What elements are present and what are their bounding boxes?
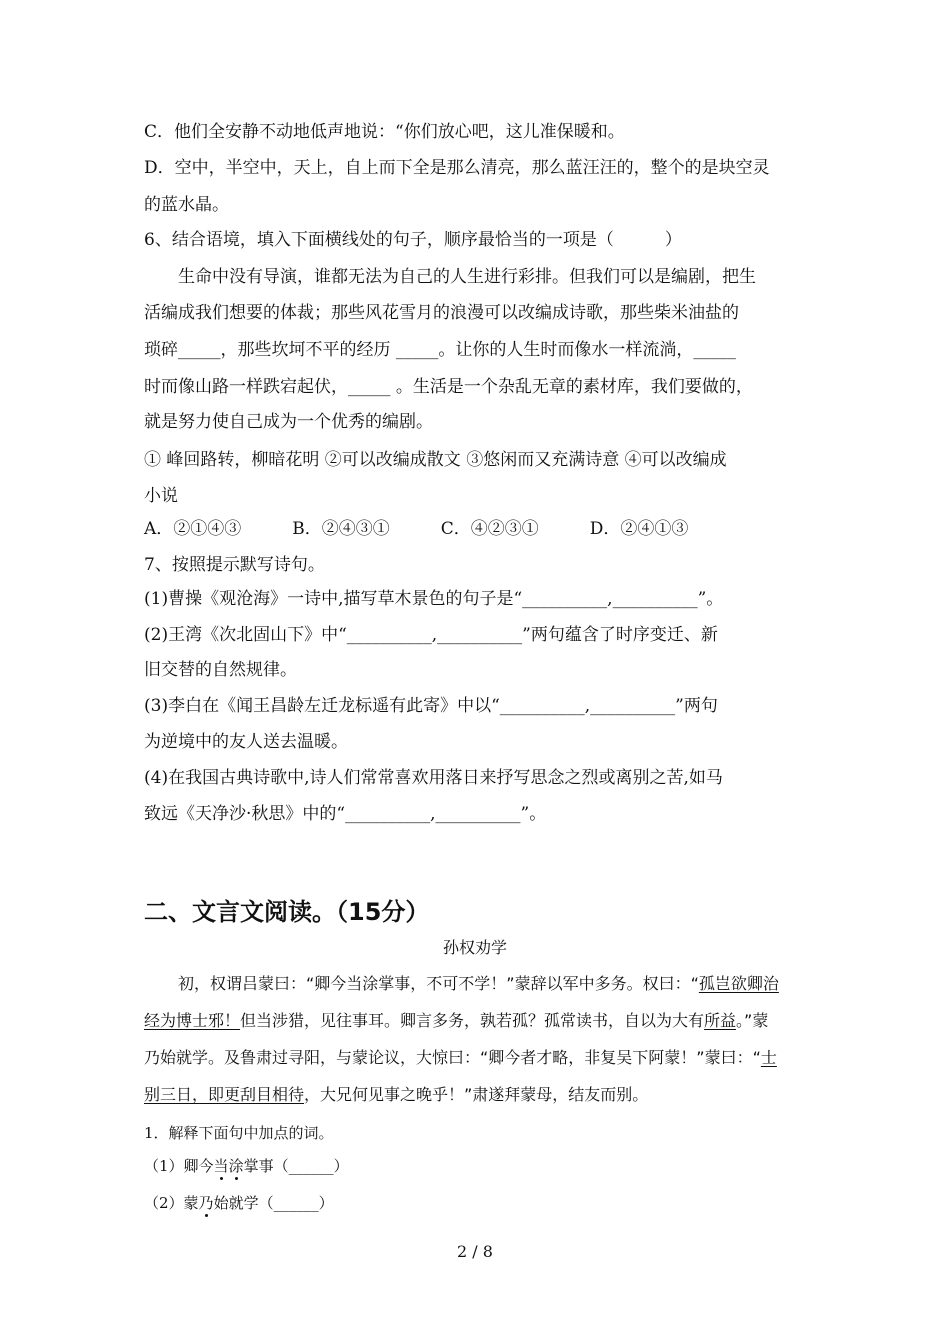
question-7: 7、按照提示默写诗句。	[144, 555, 325, 575]
line-option-c: C．他们全安静不动地低声地说：“你们放心吧，这儿准保暖和。	[144, 122, 625, 142]
choices-line-2: 小说	[144, 486, 178, 506]
question-7-4: (4)在我国古典诗歌中,诗人们常常喜欢用落日来抒写思念之烈或离别之苦,如马	[144, 768, 723, 788]
question-1-2: （2）蒙乃始就学（______）	[144, 1194, 334, 1212]
classical-line-1: 初，权谓吕蒙曰：“卿今当涂掌事，不可不学！”蒙辞以军中多务。权曰：“孤岂欲卿治	[178, 974, 779, 993]
passage-line-1: 生命中没有导演，谁都无法为自己的人生进行彩排。但我们可以是编剧，把生	[178, 267, 756, 287]
passage-title: 孙权劝学	[442, 938, 507, 957]
dotted-word: 乃	[198, 1194, 214, 1212]
question-6: 6、结合语境，填入下面横线处的句子，顺序最恰当的一项是（ ）	[144, 230, 682, 250]
question-7-4-cont: 致远《天净沙·秋思》中的“__________,__________”。	[144, 804, 547, 824]
passage-line-5: 就是努力使自己成为一个优秀的编剧。	[144, 412, 433, 432]
line-option-d: D．空中，半空中，天上，自上而下全是那么清亮，那么蓝汪汪的，整个的是块空灵	[144, 158, 770, 178]
question-1-1: （1）卿今当涂掌事（______）	[144, 1157, 349, 1175]
answer-options: A．②①④③ B．②④③① C．④②③① D．②④①③	[144, 519, 689, 539]
classical-line-3: 乃始就学。及鲁肃过寻阳，与蒙论议，大惊曰：“卿今者才略，非复吴下阿蒙！”蒙曰：“士	[144, 1048, 777, 1067]
question-1: 1．解释下面句中加点的词。	[144, 1124, 334, 1142]
question-7-2: (2)王湾《次北固山下》中“__________,__________”两句蕴含了时序变迁、新	[144, 625, 718, 645]
question-7-2-cont: 旧交替的自然规律。	[144, 660, 297, 680]
question-7-1: (1)曹操《观沧海》一诗中,描写草木景色的句子是“__________,__________”。	[144, 589, 724, 609]
classical-line-4: 别三日，即更刮目相待，大兄何见事之晚乎！”肃遂拜蒙母，结友而别。	[144, 1085, 649, 1104]
page-number: 2 / 8	[457, 1242, 493, 1261]
line-option-d-cont: 的蓝水晶。	[144, 195, 229, 215]
dotted-word: 当	[213, 1157, 229, 1175]
question-7-3: (3)李白在《闻王昌龄左迁龙标遥有此寄》中以“__________,__________”两句	[144, 696, 718, 716]
section-heading: 二、文言文阅读。（15分）	[144, 898, 430, 926]
passage-line-3: 琐碎_____，那些坎坷不平的经历 _____。让你的人生时而像水一样流淌，_____	[144, 340, 736, 360]
passage-line-4: 时而像山路一样跌宕起伏，_____ 。生活是一个杂乱无章的素材库，我们要做的，	[144, 377, 753, 397]
classical-line-2: 经为博士邪！但当涉猎，见往事耳。卿言多务，孰若孤？孤常读书，自以为大有所益。”蒙	[144, 1011, 769, 1030]
choices-line-1: ① 峰回路转，柳暗花明 ②可以改编成散文 ③悠闲而又充满诗意 ④可以改编成	[144, 450, 727, 470]
passage-line-2: 活编成我们想要的体裁；那些风花雪月的浪漫可以改编成诗歌，那些柴米油盐的	[144, 303, 739, 323]
dotted-word: 涂	[228, 1157, 244, 1175]
question-7-3-cont: 为逆境中的友人送去温暖。	[144, 732, 348, 752]
